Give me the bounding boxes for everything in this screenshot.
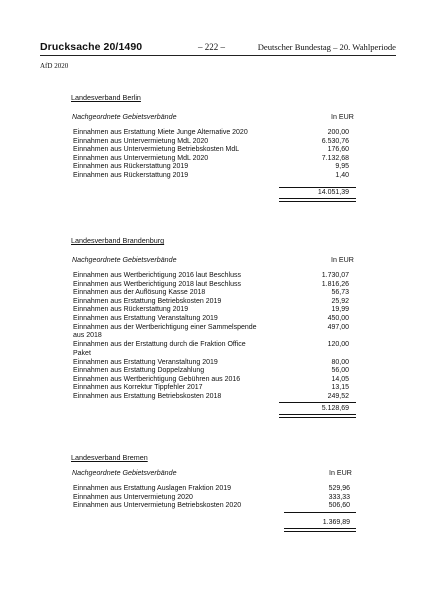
row-value: 9,95 <box>335 163 349 171</box>
row-value: 25,92 <box>331 297 349 305</box>
unit-label: In EUR <box>331 256 354 264</box>
row-value: 450,00 <box>327 315 349 322</box>
row-value: 1.816,26 <box>321 280 349 288</box>
row-label: Einnahmen aus der Erstattung durch die Fraktion Office Paket <box>73 341 246 357</box>
row-value: 333,33 <box>328 493 350 501</box>
total-rule <box>279 187 356 188</box>
row-label: Einnahmen aus Erstattung Miete Junge Alternative 2020 <box>73 129 248 136</box>
row-label: Einnahmen aus Untervermietung 2020 <box>73 493 193 501</box>
total-double-rule <box>284 528 356 532</box>
row-label: Einnahmen aus Rückerstattung 2019 <box>73 172 189 179</box>
section-total: 5.128,69 <box>321 405 349 412</box>
row-label: Einnahmen aus Wertberichtigung Gebühren aus 2016 <box>73 375 241 383</box>
row-value: 1.730,07 <box>321 272 349 279</box>
row-value: 1,40 <box>335 172 349 179</box>
row-label: Einnahmen aus Erstattung Betriebskosten 2019 <box>73 297 222 305</box>
page-number: – 222 – <box>198 42 225 52</box>
row-value: 7.132,68 <box>321 154 349 162</box>
row-value: 497,00 <box>327 323 349 331</box>
row-label: Einnahmen aus der Wertberichtigung einer Sammelspende aus 2018 <box>73 323 257 340</box>
row-value: 120,00 <box>327 341 349 349</box>
row-value: 176,60 <box>327 146 349 154</box>
row-label: Einnahmen aus Korrektur Tippfehler 2017 <box>73 384 203 392</box>
category-label: Nachgeordnete Gebietsverbände <box>72 256 177 264</box>
row-label: Einnahmen aus Erstattung Veranstaltung 2019 <box>73 315 218 322</box>
category-label: Nachgeordnete Gebietsverbände <box>72 113 177 121</box>
section-title: Landesverband Brandenburg <box>71 236 165 245</box>
section-total: 14.051,39 <box>317 189 349 196</box>
row-label: Einnahmen aus Wertberichtigung 2018 laut Beschluss <box>73 280 241 288</box>
row-value: 13,15 <box>331 384 349 392</box>
section-title: Landesverband Bremen <box>71 453 148 462</box>
row-label: Einnahmen aus Erstattung Auslagen Fraktion 2019 <box>73 485 231 492</box>
unit-label: In EUR <box>329 469 352 477</box>
row-value: 14,05 <box>331 375 349 383</box>
row-label: Einnahmen aus Untervermietung Betriebskosten 2020 <box>73 502 242 510</box>
party-label: AfD 2020 <box>40 62 69 70</box>
total-rule <box>284 512 356 513</box>
row-value: 506,60 <box>328 502 350 510</box>
total-double-rule <box>279 198 356 202</box>
row-label: Einnahmen aus der Auflösung Kasse 2018 <box>73 289 206 297</box>
row-label: Einnahmen aus Rückerstattung 2019 <box>73 163 189 171</box>
row-label: Einnahmen aus Erstattung Veranstaltung 2019 <box>73 358 218 366</box>
row-value: 80,00 <box>331 358 349 366</box>
row-label: Einnahmen aus Erstattung Doppelzahlung <box>73 367 205 375</box>
total-rule <box>279 402 356 403</box>
row-value: 529,96 <box>328 485 350 492</box>
row-value: 200,00 <box>327 129 349 136</box>
parliament-period: Deutscher Bundestag – 20. Wahlperiode <box>257 42 396 52</box>
section-total: 1.369,89 <box>322 519 350 526</box>
row-value: 249,52 <box>327 393 349 400</box>
document-number: Drucksache 20/1490 <box>40 41 143 53</box>
unit-label: In EUR <box>331 113 354 121</box>
row-label: Einnahmen aus Erstattung Betriebskosten 2018 <box>73 393 222 400</box>
row-label: Einnahmen aus Wertberichtigung 2016 laut Beschluss <box>73 272 241 279</box>
category-label: Nachgeordnete Gebietsverbände <box>72 469 177 477</box>
row-label: Einnahmen aus Rückerstattung 2019 <box>73 306 189 314</box>
section-title: Landesverband Berlin <box>71 93 141 102</box>
running-header <box>40 41 396 56</box>
total-double-rule <box>279 414 356 418</box>
row-label: Einnahmen aus Untervermietung Betriebskosten MdL <box>73 146 240 154</box>
row-label: Einnahmen aus Untervermietung MdL 2020 <box>73 137 209 145</box>
row-label: Einnahmen aus Untervermietung MdL 2020 <box>73 154 209 162</box>
row-value: 6.530,76 <box>321 137 349 145</box>
row-value: 19,99 <box>331 306 349 314</box>
row-value: 56,00 <box>331 367 349 375</box>
row-value: 56,73 <box>331 289 349 297</box>
